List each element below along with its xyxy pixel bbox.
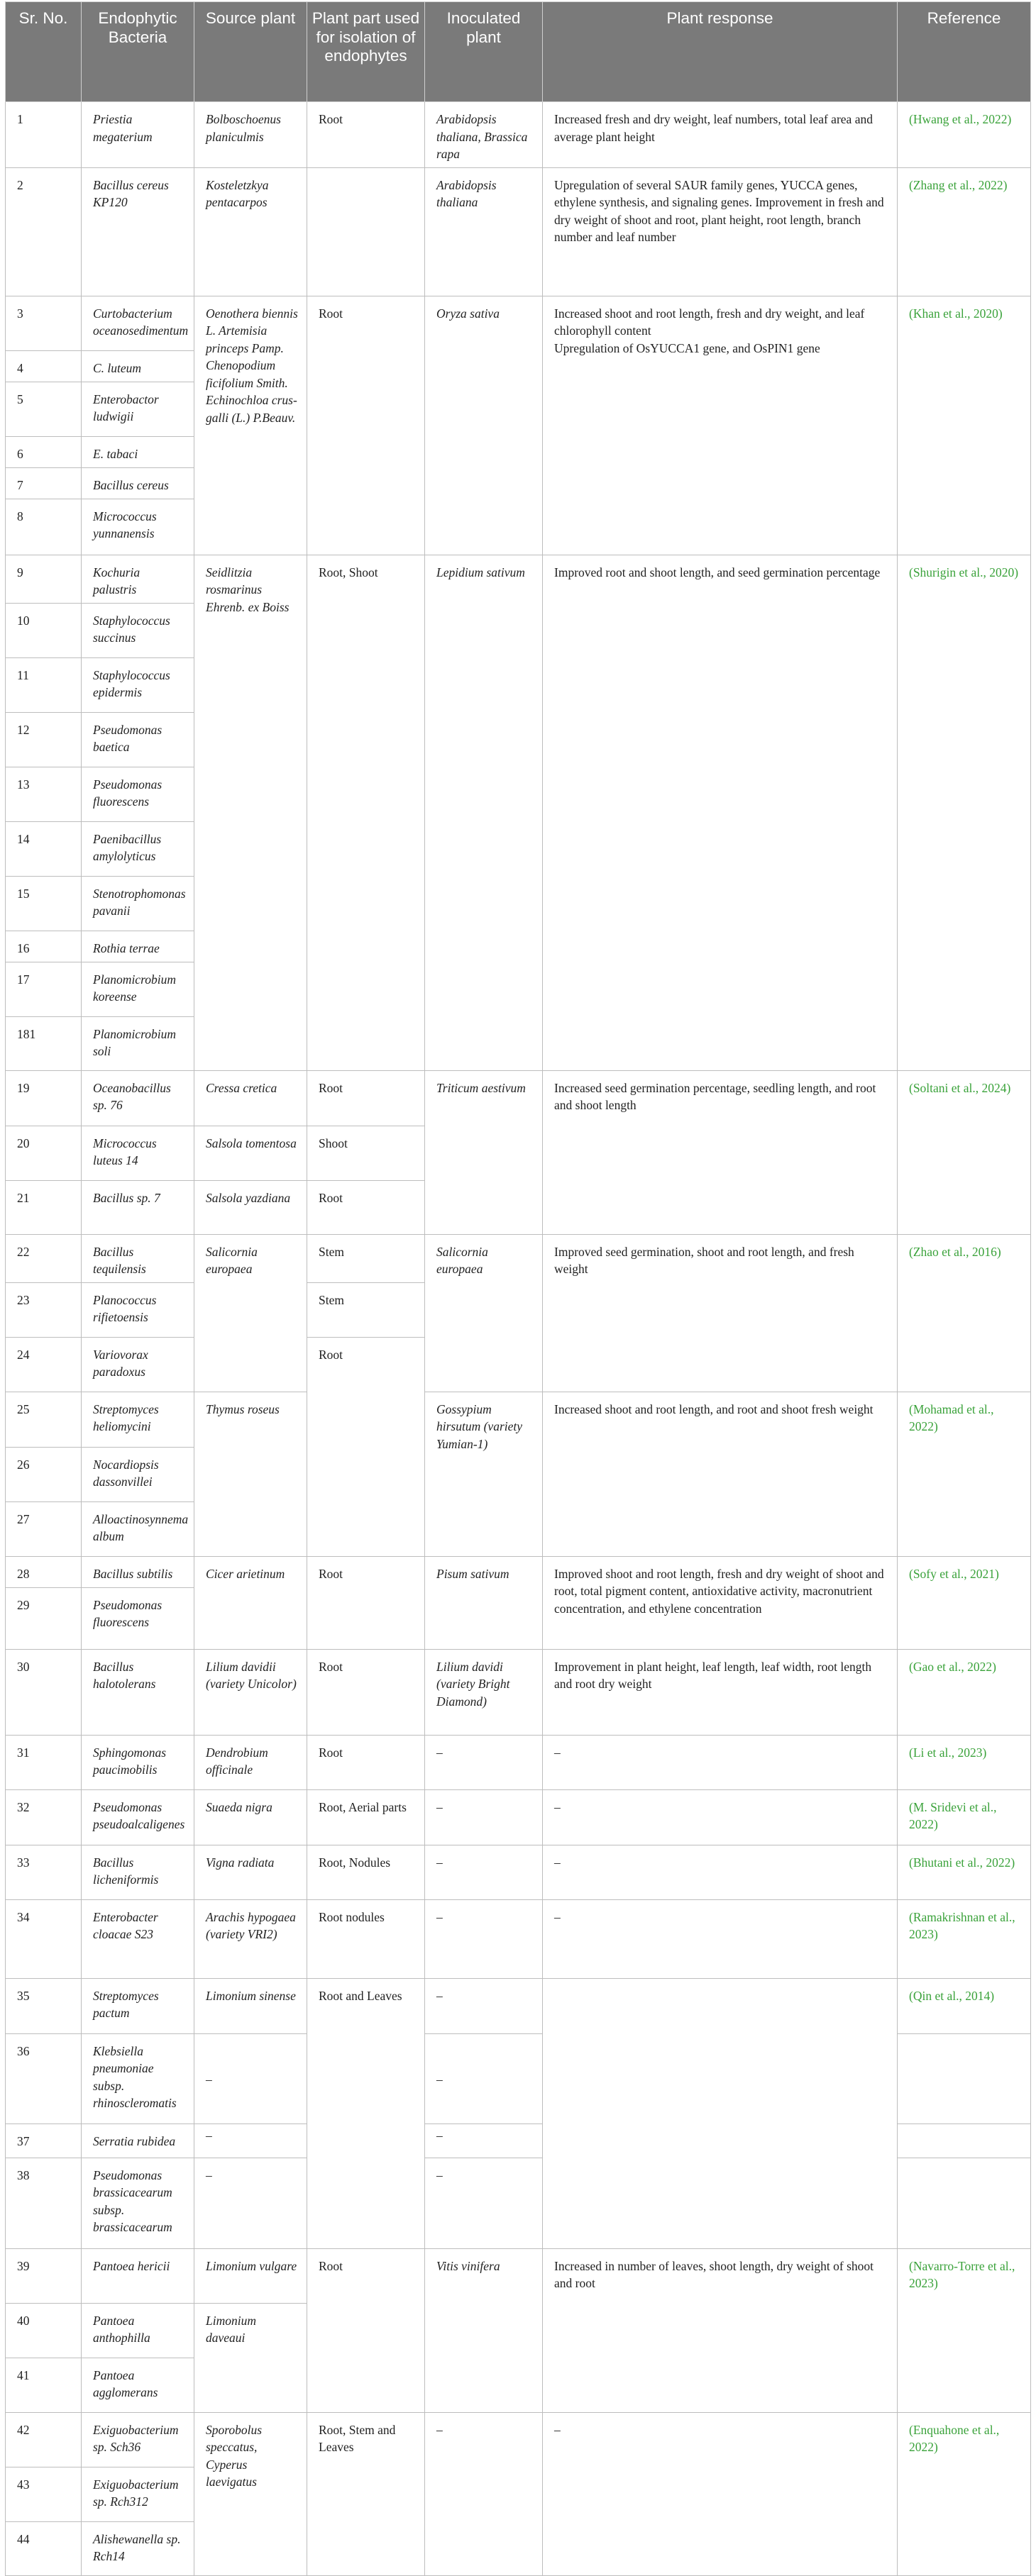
inoculated-plant-cell: Lepidium sativum (425, 555, 543, 1070)
bacteria-cell: Rothia terrae (82, 931, 194, 962)
sr-no-cell: 17 (6, 962, 82, 1016)
header-plant-response: Plant response (543, 2, 898, 102)
source-plant-cell: Arachis hypogaea (variety VRI2) (194, 1899, 307, 1978)
bacteria-cell: Exiguobacterium sp. Sch36 (82, 2412, 194, 2467)
sr-no-cell: 181 (6, 1016, 82, 1070)
bacteria-cell: Alloactinosynnema album (82, 1501, 194, 1556)
reference-cell-empty (898, 2033, 1031, 2123)
bacteria-cell: Variovorax paradoxus (82, 1337, 194, 1392)
reference-link[interactable]: (Zhang et al., 2022) (898, 167, 1031, 296)
bacteria-cell: Bacillus cereus (82, 467, 194, 499)
header-inoculated-plant: Inoculated plant (425, 2, 543, 102)
bacteria-cell: Micrococcus yunnanensis (82, 499, 194, 555)
inoculated-plant-cell: Lilium davidi (variety Bright Diamond) (425, 1649, 543, 1735)
reference-cell-empty (898, 2123, 1031, 2158)
reference-link[interactable]: (Khan et al., 2020) (898, 296, 1031, 555)
table-row (6, 555, 1031, 603)
reference-link[interactable]: (Sofy et al., 2021) (898, 1556, 1031, 1649)
plant-part-cell: Root (307, 2248, 425, 2412)
source-plant-cell: Vigna radiata (194, 1845, 307, 1899)
sr-no-cell: 35 (6, 1978, 82, 2033)
bacteria-cell: Streptomyces heliomycini (82, 1392, 194, 1447)
inoculated-plant-cell: – (425, 2033, 543, 2123)
sr-no-cell: 24 (6, 1337, 82, 1392)
sr-no-cell: 31 (6, 1735, 82, 1789)
sr-no-cell: 23 (6, 1282, 82, 1337)
reference-link[interactable]: (Navarro-Torre et al., 2023) (898, 2248, 1031, 2412)
plant-part-cell: Root, Nodules (307, 1845, 425, 1899)
reference-link[interactable]: (Soltani et al., 2024) (898, 1070, 1031, 1234)
bacteria-cell: Micrococcus luteus 14 (82, 1126, 194, 1180)
bacteria-cell: Curtobacterium oceanosedimentum (82, 296, 194, 350)
table-row (6, 1789, 1031, 1845)
bacteria-cell: Nocardiopsis dassonvillei (82, 1447, 194, 1501)
source-plant-cell: Dendrobium officinale (194, 1735, 307, 1789)
bacteria-cell: Pantoea agglomerans (82, 2358, 194, 2412)
inoculated-plant-cell: – (425, 2158, 543, 2248)
bacteria-cell: Alishewanella sp. Rch14 (82, 2521, 194, 2575)
bacteria-cell: Pantoea anthophilla (82, 2303, 194, 2358)
plant-part-cell: Root (307, 1180, 425, 1234)
plant-response-cell (543, 1978, 898, 2248)
plant-response-cell: – (543, 1789, 898, 1845)
source-plant-cell: Suaeda nigra (194, 1789, 307, 1845)
plant-part-cell: Root (307, 1070, 425, 1126)
source-plant-cell: – (194, 2033, 307, 2123)
plant-part-cell: Root, Stem and Leaves (307, 2412, 425, 2575)
table-container (5, 1, 1030, 2563)
header-reference: Reference (898, 2, 1031, 102)
table-row (6, 1234, 1031, 1282)
sr-no-cell: 14 (6, 821, 82, 876)
bacteria-cell: Stenotrophomonas pavanii (82, 876, 194, 931)
plant-response-cell: – (543, 1845, 898, 1899)
bacteria-cell: Klebsiella pneumoniae subsp. rhinoscleromatis (82, 2033, 194, 2123)
bacteria-cell: Paenibacillus amylolyticus (82, 821, 194, 876)
sr-no-cell: 34 (6, 1899, 82, 1978)
source-plant-cell: Limonium vulgare (194, 2248, 307, 2303)
plant-part-cell: Root (307, 102, 425, 168)
sr-no-cell: 8 (6, 499, 82, 555)
bacteria-cell: Kochuria palustris (82, 555, 194, 603)
bacteria-cell: E. tabaci (82, 436, 194, 467)
table-row (6, 2248, 1031, 2303)
sr-no-cell: 28 (6, 1556, 82, 1587)
plant-part-cell: Root (307, 1649, 425, 1735)
sr-no-cell: 21 (6, 1180, 82, 1234)
plant-response-cell: Improved root and shoot length, and seed germination percentage (543, 555, 898, 1070)
plant-part-cell: Root (307, 1337, 425, 1556)
sr-no-cell: 9 (6, 555, 82, 603)
reference-link[interactable]: (Gao et al., 2022) (898, 1649, 1031, 1735)
inoculated-plant-cell: Arabidopsis thaliana, Brassica rapa (425, 102, 543, 168)
sr-no-cell: 29 (6, 1587, 82, 1649)
source-plant-cell: Salsola tomentosa (194, 1126, 307, 1180)
table-row (6, 102, 1031, 168)
plant-response-cell: – (543, 2412, 898, 2575)
plant-part-cell: Root (307, 296, 425, 555)
bacteria-cell: C. luteum (82, 350, 194, 382)
table-row (6, 1649, 1031, 1735)
sr-no-cell: 2 (6, 167, 82, 296)
bacteria-cell: Pseudomonas fluorescens (82, 767, 194, 821)
reference-link[interactable]: (Zhao et al., 2016) (898, 1234, 1031, 1392)
bacteria-cell: Pseudomonas brassicacearum subsp. brassicacearum (82, 2158, 194, 2248)
table-row (6, 1845, 1031, 1899)
bacteria-cell: Enterobacter cloacae S23 (82, 1899, 194, 1978)
bacteria-cell: Bacillus licheniformis (82, 1845, 194, 1899)
bacteria-cell: Bacillus subtilis (82, 1556, 194, 1587)
inoculated-plant-cell: – (425, 1845, 543, 1899)
source-plant-cell: Seidlitzia rosmarinus Ehrenb. ex Boiss (194, 555, 307, 1070)
plant-response-cell: Improved seed germination, shoot and root length, and fresh weight (543, 1234, 898, 1392)
sr-no-cell: 20 (6, 1126, 82, 1180)
reference-cell-empty (898, 2158, 1031, 2248)
bacteria-cell: Planomicrobium soli (82, 1016, 194, 1070)
sr-no-cell: 10 (6, 603, 82, 657)
sr-no-cell: 36 (6, 2033, 82, 2123)
plant-response-cell: Increased in number of leaves, shoot length, dry weight of shoot and root (543, 2248, 898, 2412)
bacteria-cell: Enterobactor ludwigii (82, 382, 194, 436)
sr-no-cell: 11 (6, 657, 82, 712)
inoculated-plant-cell: Salicornia europaea (425, 1234, 543, 1392)
inoculated-plant-cell: – (425, 2123, 543, 2158)
table-row (6, 2412, 1031, 2467)
header-endophytic-bacteria: Endophytic Bacteria (82, 2, 194, 102)
inoculated-plant-cell: – (425, 1978, 543, 2033)
table-row (6, 1070, 1031, 1126)
source-plant-cell: – (194, 2158, 307, 2248)
plant-part-cell: Root and Leaves (307, 1978, 425, 2248)
header-plant-part: Plant part used for isolation of endophytes (307, 2, 425, 102)
plant-part-cell: Root, Shoot (307, 555, 425, 1070)
inoculated-plant-cell: Vitis vinifera (425, 2248, 543, 2412)
sr-no-cell: 41 (6, 2358, 82, 2412)
header-source-plant: Source plant (194, 2, 307, 102)
bacteria-cell: Bacillus sp. 7 (82, 1180, 194, 1234)
source-plant-cell: Cicer arietinum (194, 1556, 307, 1649)
plant-part-cell: Shoot (307, 1126, 425, 1180)
plant-part-cell: Root (307, 1556, 425, 1649)
sr-no-cell: 13 (6, 767, 82, 821)
sr-no-cell: 44 (6, 2521, 82, 2575)
sr-no-cell: 33 (6, 1845, 82, 1899)
inoculated-plant-cell: – (425, 1789, 543, 1845)
source-plant-cell: Kosteletzkya pentacarpos (194, 167, 307, 296)
sr-no-cell: 37 (6, 2123, 82, 2158)
source-plant-cell: Limonium daveaui (194, 2303, 307, 2412)
source-plant-cell: Bolboschoenus planiculmis (194, 102, 307, 168)
sr-no-cell: 3 (6, 296, 82, 350)
source-plant-cell: Limonium sinense (194, 1978, 307, 2033)
bacteria-cell: Bacillus cereus KP120 (82, 167, 194, 296)
inoculated-plant-cell: Triticum aestivum (425, 1070, 543, 1234)
reference-link[interactable]: (M. Sridevi et al., 2022) (898, 1789, 1031, 1845)
bacteria-cell: Bacillus halotolerans (82, 1649, 194, 1735)
bacteria-cell: Priestia megaterium (82, 102, 194, 168)
sr-no-cell: 16 (6, 931, 82, 962)
sr-no-cell: 22 (6, 1234, 82, 1282)
source-plant-cell: Salsola yazdiana (194, 1180, 307, 1234)
header-row (6, 2, 1031, 102)
bacteria-cell: Serratia rubidea (82, 2123, 194, 2158)
inoculated-plant-cell: Arabidopsis thaliana (425, 167, 543, 296)
bacteria-cell: Planococcus rifietoensis (82, 1282, 194, 1337)
bacteria-cell: Pantoea hericii (82, 2248, 194, 2303)
plant-response-cell: Increased fresh and dry weight, leaf numbers, total leaf area and average plant height (543, 102, 898, 168)
inoculated-plant-cell: Pisum sativum (425, 1556, 543, 1649)
bacteria-cell: Pseudomonas baetica (82, 712, 194, 767)
plant-response-cell: Increased seed germination percentage, seedling length, and root and shoot length (543, 1070, 898, 1234)
bacteria-cell: Sphingomonas paucimobilis (82, 1735, 194, 1789)
table-row (6, 167, 1031, 296)
inoculated-plant-cell: – (425, 1735, 543, 1789)
sr-no-cell: 12 (6, 712, 82, 767)
inoculated-plant-cell: Oryza sativa (425, 296, 543, 555)
table-row (6, 1735, 1031, 1789)
bacteria-cell: Exiguobacterium sp. Rch312 (82, 2467, 194, 2521)
sr-no-cell: 19 (6, 1070, 82, 1126)
bacteria-cell: Staphylococcus epidermis (82, 657, 194, 712)
plant-part-cell: Root nodules (307, 1899, 425, 1978)
table-row (6, 1899, 1031, 1978)
sr-no-cell: 4 (6, 350, 82, 382)
sr-no-cell: 38 (6, 2158, 82, 2248)
bacteria-cell: Bacillus tequilensis (82, 1234, 194, 1282)
inoculated-plant-cell: – (425, 1899, 543, 1978)
bacteria-cell: Planomicrobium koreense (82, 962, 194, 1016)
sr-no-cell: 39 (6, 2248, 82, 2303)
source-plant-cell: Oenothera biennis L. Artemisia princeps Pamp. Chenopodium ficifolium Smith. Echinochloa crus-galli (L.) P.Beauv. (194, 296, 307, 555)
source-plant-cell: Sporobolus speccatus, Cyperus laevigatus (194, 2412, 307, 2575)
plant-part-cell (307, 167, 425, 296)
reference-link[interactable]: (Mohamad et al., 2022) (898, 1392, 1031, 1556)
bacteria-cell: Pseudomonas pseudoalcaligenes (82, 1789, 194, 1845)
endophytic-bacteria-table (5, 1, 1031, 2576)
reference-link[interactable]: (Bhutani et al., 2022) (898, 1845, 1031, 1899)
sr-no-cell: 5 (6, 382, 82, 436)
sr-no-cell: 7 (6, 467, 82, 499)
table-row (6, 1392, 1031, 1447)
header-sr-no: Sr. No. (6, 2, 82, 102)
sr-no-cell: 25 (6, 1392, 82, 1447)
reference-link[interactable]: (Ramakrishnan et al., 2023) (898, 1899, 1031, 1978)
bacteria-cell: Staphylococcus succinus (82, 603, 194, 657)
sr-no-cell: 15 (6, 876, 82, 931)
source-plant-cell: Thymus roseus (194, 1392, 307, 1556)
sr-no-cell: 42 (6, 2412, 82, 2467)
bacteria-cell: Streptomyces pactum (82, 1978, 194, 2033)
plant-response-cell: – (543, 1899, 898, 1978)
sr-no-cell: 27 (6, 1501, 82, 1556)
source-plant-cell: Salicornia europaea (194, 1234, 307, 1392)
reference-link[interactable]: (Enquahone et al., 2022) (898, 2412, 1031, 2575)
sr-no-cell: 32 (6, 1789, 82, 1845)
reference-link[interactable]: (Shurigin et al., 2020) (898, 555, 1031, 1070)
sr-no-cell: 26 (6, 1447, 82, 1501)
plant-part-cell: Stem (307, 1282, 425, 1337)
inoculated-plant-cell: – (425, 2412, 543, 2575)
sr-no-cell: 43 (6, 2467, 82, 2521)
plant-response-cell: Upregulation of several SAUR family genes, YUCCA genes, ethylene synthesis, and signaling genes. Improvement in fresh and dry weight of shoot and root, plant height, root length, branch number and leaf number (543, 167, 898, 296)
source-plant-cell: Lilium davidii (variety Unicolor) (194, 1649, 307, 1735)
plant-part-cell: Root, Aerial parts (307, 1789, 425, 1845)
bacteria-cell: Oceanobacillus sp. 76 (82, 1070, 194, 1126)
sr-no-cell: 30 (6, 1649, 82, 1735)
table-row (6, 1556, 1031, 1587)
reference-link[interactable]: (Li et al., 2023) (898, 1735, 1031, 1789)
plant-response-cell: Improvement in plant height, leaf length, leaf width, root length and root dry weight (543, 1649, 898, 1735)
plant-part-cell: Root (307, 1735, 425, 1789)
plant-response-cell: – (543, 1735, 898, 1789)
plant-response-cell: Improved shoot and root length, fresh and dry weight of shoot and root, total pigment content, antioxidative activity, macronutrient concentration, and ethylene concentration (543, 1556, 898, 1649)
table-row (6, 296, 1031, 350)
source-plant-cell: Cressa cretica (194, 1070, 307, 1126)
plant-response-cell: Increased shoot and root length, fresh and dry weight, and leaf chlorophyll content Upregulation of OsYUCCA1 gene, and OsPIN1 gene (543, 296, 898, 555)
reference-link[interactable]: (Qin et al., 2014) (898, 1978, 1031, 2033)
reference-link[interactable]: (Hwang et al., 2022) (898, 102, 1031, 168)
sr-no-cell: 6 (6, 436, 82, 467)
table-row (6, 1978, 1031, 2033)
sr-no-cell: 1 (6, 102, 82, 168)
source-plant-cell: – (194, 2123, 307, 2158)
sr-no-cell: 40 (6, 2303, 82, 2358)
plant-response-cell: Increased shoot and root length, and root and shoot fresh weight (543, 1392, 898, 1556)
bacteria-cell: Pseudomonas fluorescens (82, 1587, 194, 1649)
plant-part-cell: Stem (307, 1234, 425, 1282)
inoculated-plant-cell: Gossypium hirsutum (variety Yumian-1) (425, 1392, 543, 1556)
